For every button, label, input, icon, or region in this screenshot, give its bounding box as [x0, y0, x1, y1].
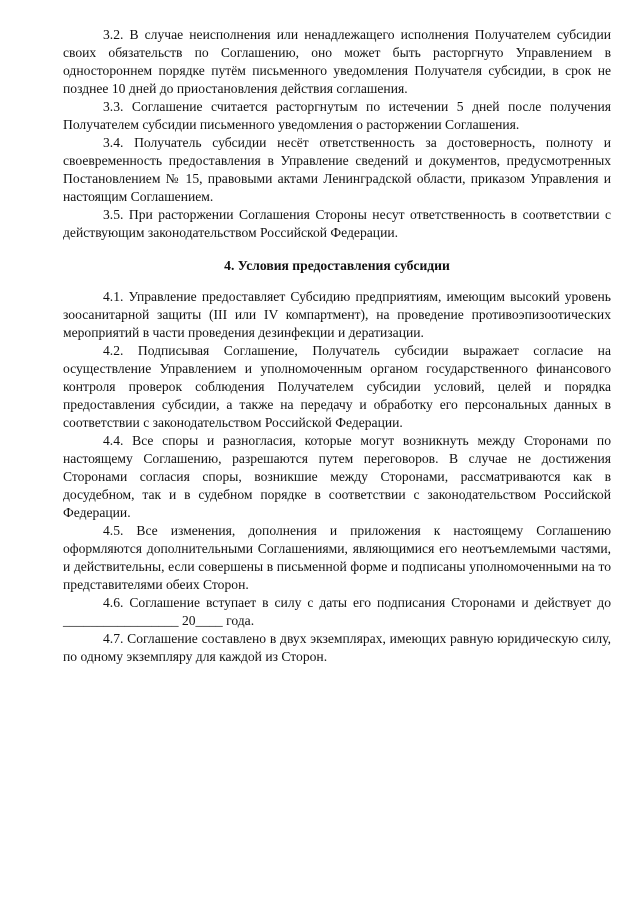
clause-4-5: 4.5. Все изменения, дополнения и приложения к настоящему Соглашению оформляются дополнительными Соглашениями, являющимися его неотъемлемыми частями, и действительны, если совершены в письменной форме и подписаны уполномоченными на то представителями обеих Сторон.: [63, 523, 611, 592]
document-page: [63, 26, 611, 666]
clause-4-2: 4.2. Подписывая Соглашение, Получатель субсидии выражает согласие на осуществление Управлением и уполномоченным органом государственного финансового контроля проверок соблюдения Получателем субсидии условий, целей и порядка предоставления субсидии, а также на передачу и обработку его персональных данных в соответствии с законодательством Российской Федерации.: [63, 343, 611, 430]
clause-4-6: 4.6. Соглашение вступает в силу с даты его подписания Сторонами и действует до _________________ 20____ года.: [63, 595, 611, 628]
clause-3-4: 3.4. Получатель субсидии несёт ответственность за достоверность, полноту и своевременность предоставления в Управление сведений и документов, предусмотренных Постановлением № 15, правовыми актами Ленинградской области, приказом Управления и настоящим Соглашением.: [63, 135, 611, 204]
clause-3-3: 3.3. Соглашение считается расторгнутым по истечении 5 дней после получения Получателем субсидии письменного уведомления о расторжении Соглашения.: [63, 99, 611, 132]
clause-4-4: 4.4. Все споры и разногласия, которые могут возникнуть между Сторонами по настоящему Соглашению, разрешаются путем переговоров. В случае не достижения Сторонами согласия споры, возникшие между Сторонами, рассматриваются как в досудебном, так и в судебном порядке в соответствии с законодательством Российской Федерации.: [63, 433, 611, 520]
clause-3-5: 3.5. При расторжении Соглашения Стороны несут ответственность в соответствии с действующим законодательством Российской Федерации.: [63, 207, 611, 240]
section-heading: 4. Условия предоставления субсидии: [224, 258, 450, 273]
clause-4-7: 4.7. Соглашение составлено в двух экземплярах, имеющих равную юридическую силу, по одному экземпляру для каждой из Сторон.: [63, 631, 611, 664]
clause-4-1: 4.1. Управление предоставляет Субсидию предприятиям, имеющим высокий уровень зоосанитарной защиты (III или IV компартмент), на проведение противоэпизоотических мероприятий в части проведения дезинфекции и дератизации.: [63, 289, 611, 340]
clause-3-2: 3.2. В случае неисполнения или ненадлежащего исполнения Получателем субсидии своих обязательств по Соглашению, оно может быть расторгнуто Управлением в одностороннем порядке путём письменного уведомления Получателя субсидии, в срок не позднее 10 дней до приостановления действия соглашения.: [63, 27, 611, 96]
